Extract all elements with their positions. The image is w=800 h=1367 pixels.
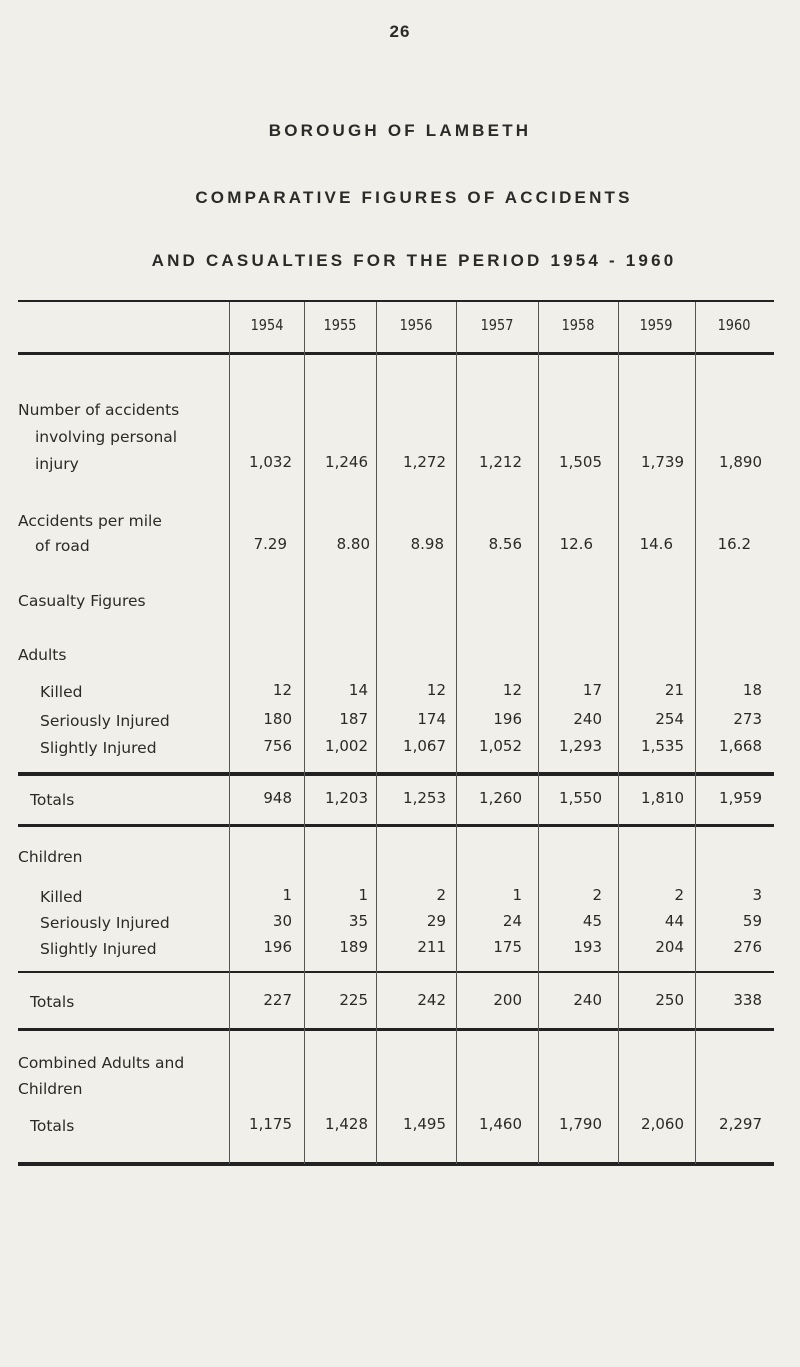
- row-label-children-totals: Totals: [30, 993, 75, 1011]
- section-label-combined: Combined Adults and: [18, 1054, 185, 1072]
- row-label-accidents: Number of accidents: [18, 401, 180, 419]
- cell-adults-serious: 196: [493, 710, 522, 728]
- cell-adults-totals: 1,260: [479, 789, 522, 807]
- section-label-children: Children: [18, 848, 83, 866]
- cell-combined-totals: 1,175: [249, 1115, 292, 1133]
- cell-children-totals: 200: [493, 991, 522, 1009]
- cell-adults-serious: 240: [573, 710, 602, 728]
- cell-children-totals: 338: [733, 991, 762, 1009]
- year-header: 1958: [561, 316, 595, 334]
- cell-adults-totals: 1,550: [559, 789, 602, 807]
- cell-adults-totals: 948: [263, 789, 292, 807]
- cell-adults-serious: 174: [417, 710, 446, 728]
- row-label-adults-slight: Slightly Injured: [40, 739, 157, 757]
- cell-combined-totals: 2,060: [641, 1115, 684, 1133]
- cell-children-slight: 189: [339, 938, 368, 956]
- cell-combined-totals: 1,495: [403, 1115, 446, 1133]
- cell-combined-totals: 1,790: [559, 1115, 602, 1133]
- cell-accidents: 1,212: [479, 453, 522, 471]
- cell-adults-serious: 273: [733, 710, 762, 728]
- table-rule-bottom: [18, 1162, 774, 1166]
- year-header: 1960: [717, 316, 751, 334]
- cell-accidents: 1,272: [403, 453, 446, 471]
- cell-adults-slight: 756: [263, 737, 292, 755]
- cell-children-serious: 24: [502, 912, 522, 930]
- cell-children-slight: 175: [493, 938, 522, 956]
- accidents-table: [18, 300, 774, 1168]
- cell-adults-slight: 1,535: [641, 737, 684, 755]
- row-label-children-serious: Seriously Injured: [40, 914, 170, 932]
- section-label-combined: Children: [18, 1080, 83, 1098]
- row-label-accidents: injury: [35, 455, 79, 473]
- section-label-casualty-figures: Casualty Figures: [18, 592, 146, 610]
- cell-combined-totals: 1,460: [479, 1115, 522, 1133]
- cell-adults-totals: 1,203: [325, 789, 368, 807]
- cell-adults-serious: 180: [263, 710, 292, 728]
- cell-children-slight: 204: [655, 938, 684, 956]
- table-rule-adults: [18, 772, 774, 776]
- row-label-children-slight: Slightly Injured: [40, 940, 157, 958]
- table-rule-header: [18, 352, 774, 355]
- cell-children-killed: 2: [592, 886, 602, 904]
- table-rule-children: [18, 971, 774, 973]
- cell-children-totals: 225: [339, 991, 368, 1009]
- cell-children-slight: 211: [417, 938, 446, 956]
- row-label-per-mile: Accidents per mile: [18, 512, 162, 530]
- cell-per-mile: 7.29: [253, 535, 287, 553]
- cell-children-slight: 193: [573, 938, 602, 956]
- row-label-children-killed: Killed: [40, 888, 83, 906]
- cell-children-serious: 44: [664, 912, 684, 930]
- heading-borough: BOROUGH OF LAMBETH: [268, 121, 532, 140]
- cell-children-killed: 1: [358, 886, 368, 904]
- cell-accidents: 1,505: [559, 453, 602, 471]
- cell-adults-totals: 1,959: [719, 789, 762, 807]
- cell-adults-killed: 18: [742, 681, 762, 699]
- cell-adults-slight: 1,002: [325, 737, 368, 755]
- column-divider: [618, 302, 619, 1164]
- cell-adults-totals: 1,810: [641, 789, 684, 807]
- cell-adults-killed: 12: [426, 681, 446, 699]
- cell-adults-slight: 1,293: [559, 737, 602, 755]
- table-rule-top: [18, 300, 774, 302]
- year-header: 1959: [639, 316, 673, 334]
- row-label-adults-killed: Killed: [40, 683, 83, 701]
- cell-adults-serious: 254: [655, 710, 684, 728]
- cell-children-serious: 35: [348, 912, 368, 930]
- cell-per-mile: 16.2: [717, 535, 751, 553]
- column-divider: [695, 302, 696, 1164]
- column-divider: [538, 302, 539, 1164]
- cell-adults-killed: 17: [582, 681, 602, 699]
- cell-accidents: 1,032: [249, 453, 292, 471]
- cell-combined-totals: 1,428: [325, 1115, 368, 1133]
- cell-adults-slight: 1,067: [403, 737, 446, 755]
- cell-children-totals: 250: [655, 991, 684, 1009]
- section-label-adults: Adults: [18, 646, 67, 664]
- page-number: 26: [389, 22, 411, 41]
- year-header: 1955: [323, 316, 357, 334]
- cell-combined-totals: 2,297: [719, 1115, 762, 1133]
- cell-children-totals: 227: [263, 991, 292, 1009]
- year-header: 1957: [480, 316, 514, 334]
- cell-adults-slight: 1,668: [719, 737, 762, 755]
- cell-children-killed: 2: [674, 886, 684, 904]
- column-divider: [376, 302, 377, 1164]
- heading-comparative: COMPARATIVE FIGURES OF ACCIDENTS: [195, 188, 633, 207]
- cell-children-killed: 2: [436, 886, 446, 904]
- cell-adults-killed: 21: [664, 681, 684, 699]
- cell-accidents: 1,890: [719, 453, 762, 471]
- column-divider: [229, 302, 230, 1164]
- cell-children-totals: 240: [573, 991, 602, 1009]
- table-rule-adult-totals: [18, 824, 774, 827]
- year-header: 1956: [399, 316, 433, 334]
- cell-children-serious: 29: [426, 912, 446, 930]
- year-header: 1954: [250, 316, 284, 334]
- cell-per-mile: 12.6: [559, 535, 593, 553]
- cell-per-mile: 8.80: [336, 535, 370, 553]
- cell-children-slight: 276: [733, 938, 762, 956]
- cell-adults-totals: 1,253: [403, 789, 446, 807]
- cell-adults-killed: 14: [348, 681, 368, 699]
- column-divider: [456, 302, 457, 1164]
- heading-period: AND CASUALTIES FOR THE PERIOD 1954 - 1960: [151, 251, 677, 270]
- cell-accidents: 1,246: [325, 453, 368, 471]
- table-rule-child-totals: [18, 1028, 774, 1031]
- cell-per-mile: 8.56: [488, 535, 522, 553]
- row-label-per-mile: of road: [35, 537, 90, 555]
- row-label-adults-totals: Totals: [30, 791, 75, 809]
- cell-per-mile: 14.6: [639, 535, 673, 553]
- cell-children-killed: 1: [512, 886, 522, 904]
- cell-children-totals: 242: [417, 991, 446, 1009]
- row-label-combined-totals: Totals: [30, 1117, 75, 1135]
- cell-adults-slight: 1,052: [479, 737, 522, 755]
- row-label-adults-serious: Seriously Injured: [40, 712, 170, 730]
- row-label-accidents: involving personal: [35, 428, 178, 446]
- cell-children-killed: 3: [752, 886, 762, 904]
- cell-accidents: 1,739: [641, 453, 684, 471]
- column-divider: [304, 302, 305, 1164]
- cell-children-killed: 1: [282, 886, 292, 904]
- cell-adults-killed: 12: [272, 681, 292, 699]
- cell-per-mile: 8.98: [410, 535, 444, 553]
- cell-adults-killed: 12: [502, 681, 522, 699]
- cell-children-serious: 45: [582, 912, 602, 930]
- cell-children-serious: 30: [272, 912, 292, 930]
- cell-adults-serious: 187: [339, 710, 368, 728]
- cell-children-slight: 196: [263, 938, 292, 956]
- cell-children-serious: 59: [742, 912, 762, 930]
